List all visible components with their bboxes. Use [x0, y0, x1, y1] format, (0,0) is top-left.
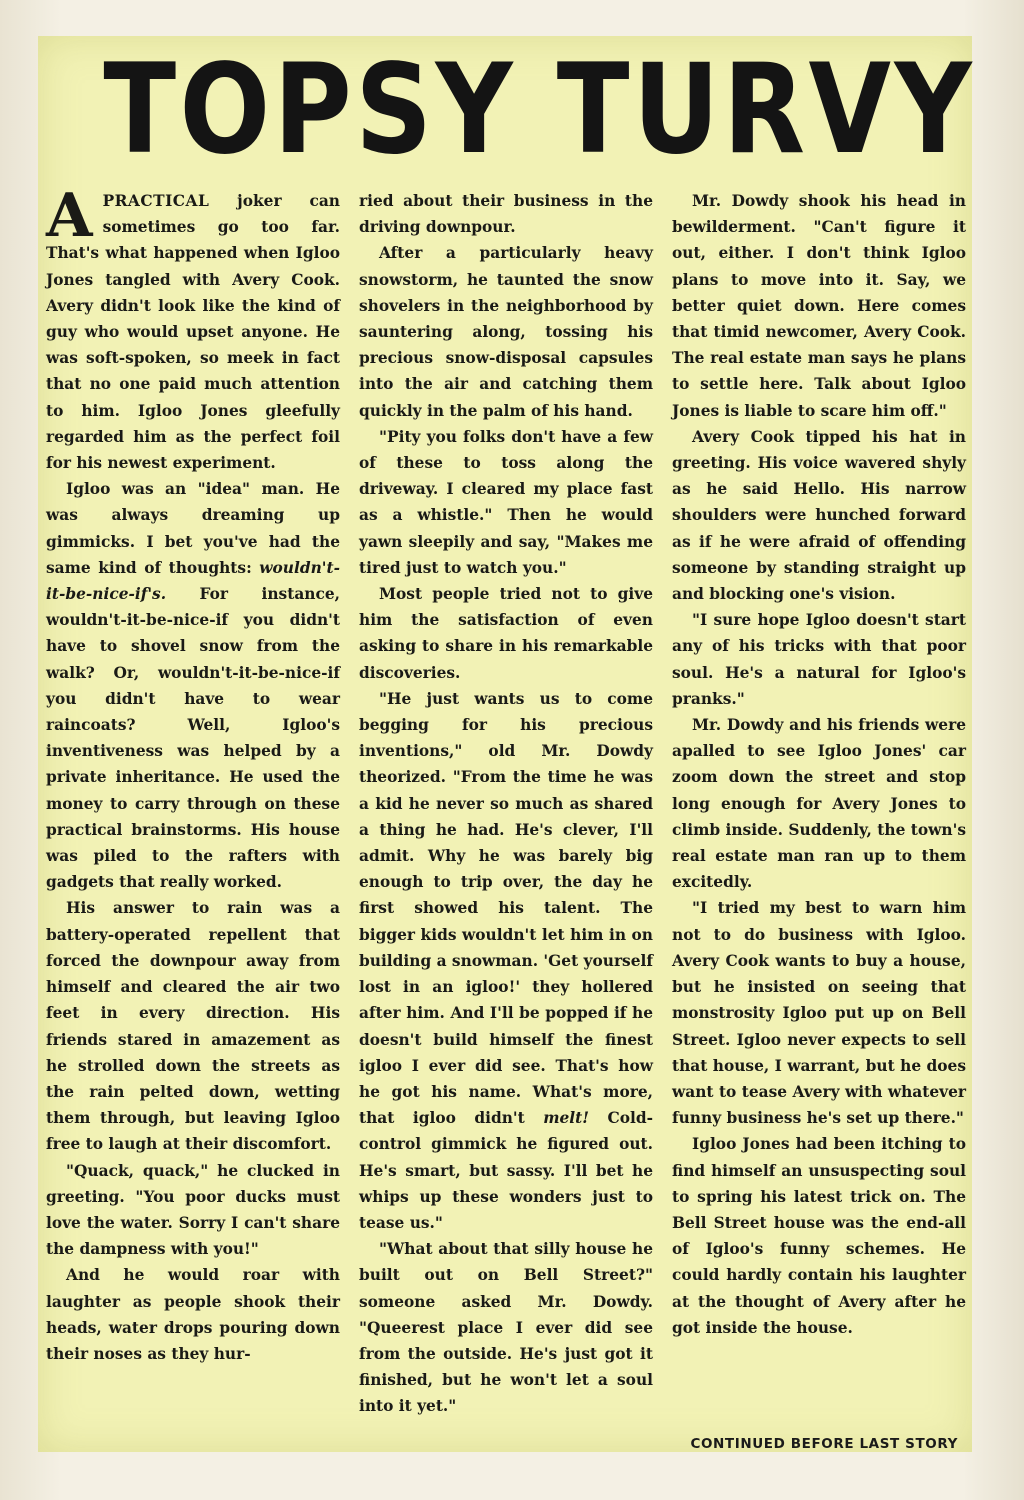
paragraph: Igloo Jones had been itching to find himself an unsuspecting soul to spring his latest trick on. The Bell Street house was the end-all of Igloo's funny schemes. He could hardly contain his laughter at the thought of Avery after he got inside the house. — [672, 1135, 966, 1337]
paragraph: "What about that silly house he built out on Bell Street?" someone asked Mr. Dowdy. "Queerest place I ever did see from the outside. He's just got it finished, but he won't let a soul into it yet." — [359, 1240, 653, 1416]
continued-note: CONTINUED BEFORE LAST STORY — [690, 1436, 958, 1452]
paragraph-text: Igloo was an "idea" man. He was always dreaming up gimmicks. I bet you've had the same kind of thoughts: — [46, 480, 340, 577]
paragraph: After a particularly heavy snowstorm, he taunted the snow shovelers in the neighborhood by sauntering along, tossing his precious snow-disposal capsules into the air and catching them quickly in the palm of his hand. — [359, 244, 653, 420]
paragraph: ried about their business in the driving downpour. — [359, 192, 653, 237]
column-3 — [672, 188, 966, 1434]
paragraph — [46, 476, 340, 895]
paragraph: His answer to rain was a battery-operated repellent that forced the downpour away from himself and cleared the air two feet in every direction. His friends stared in amazement as he strolled down the streets as the rain pelted down, wetting them through, but leaving Igloo free to laugh at their discomfort. — [46, 899, 340, 1154]
emphasis-text: wouldn't-it-be-nice-if's. — [46, 558, 340, 604]
paragraph: Mr. Dowdy shook his head in bewilderment. "Can't figure it out, either. I don't think Igloo plans to move into it. Say, we better quiet down. Here comes that timid newcomer, Avery Cook. The real estate man says he plans to settle here. Talk about Igloo Jones is liable to scare him off." — [672, 192, 966, 420]
drop-cap: A — [46, 181, 93, 251]
paragraph: Avery Cook tipped his hat in greeting. His voice wavered shyly as he said Hello. His narrow shoulders were hunched forward as if he were afraid of offending someone by standing straight up and blocking one's vision. — [672, 427, 966, 604]
paragraph: "I tried my best to warn him not to do business with Igloo. Avery Cook wants to buy a house, but he insisted on seeing that monstrosity Igloo put up on Bell Street. Igloo never expects to sell that house, I warrant, but he does want to tease Avery with whatever funny business he's set up there." — [672, 899, 966, 1128]
opening-word: PRACTICAL — [102, 192, 210, 210]
text-columns — [46, 181, 966, 1434]
paragraph-text: joker can sometimes go too far. That's what happened when Igloo Jones tangled with Avery Cook. Avery didn't look like the kind of guy who would upset anyone. He was soft-spoken, so meek in fact that no one paid much attention to him. Igloo Jones gleefully regarded him as the perfect foil for his newest experiment. — [46, 192, 340, 473]
paragraph: Most people tried not to give him the satisfaction of even asking to share in his remarkable discoveries. — [359, 585, 653, 682]
paragraph: "Pity you folks don't have a few of these to toss along the driveway. I cleared my place fast as a whistle." Then he would yawn sleepily and say, "Makes me tired just to watch you." — [359, 427, 653, 577]
paragraph-text: Cold-control gimmick he figured out. He's smart, but sassy. I'll bet he whips up these wonders just to tease us." — [359, 1109, 653, 1232]
paragraph: Mr. Dowdy and his friends were apalled to see Igloo Jones' car zoom down the street and stop long enough for Avery Jones to climb inside. Suddenly, the town's real estate man ran up to them excitedly. — [672, 716, 966, 892]
paragraph — [359, 686, 653, 1236]
paragraph — [46, 181, 340, 476]
column-2 — [359, 188, 653, 1434]
paragraph: "I sure hope Igloo doesn't start any of his tricks with that poor soul. He's a natural for Igloo's pranks." — [672, 611, 966, 708]
paragraph: "Quack, quack," he clucked in greeting. "You poor ducks must love the water. Sorry I can't share the dampness with you!" — [46, 1161, 340, 1259]
story-title: TOPSY TURVY — [103, 38, 976, 182]
paragraph: And he would roar with laughter as people shook their heads, water drops pouring down their noses as they hur- — [46, 1266, 340, 1363]
paragraph-text: For instance, wouldn't-it-be-nice-if you didn't have to shovel snow from the walk? Or, wouldn't-it-be-nice-if you didn't have to wear raincoats? Well, Igloo's inventiveness was helped by a private inheritance. He used the money to carry through on these practical brainstorms. His house was piled to the rafters with gadgets that really worked. — [46, 585, 340, 892]
emphasis-text: melt! — [543, 1109, 589, 1128]
paragraph-text: "He just wants us to come begging for his precious inventions," old Mr. Dowdy theorized. "From the time he was a kid he never so much as shared a thing he had. He's clever, I'll admit. Why he was barely big enough to trip over, the day he first showed his talent. The bigger kids wouldn't let him in on building a snowman. 'Get yourself lost in an igloo!' they hollered after him. And I'll be popped if he doesn't build himself the finest igloo I ever did see. That's how he got his name. What's more, that igloo didn't — [359, 689, 653, 1128]
column-1 — [46, 181, 340, 1434]
